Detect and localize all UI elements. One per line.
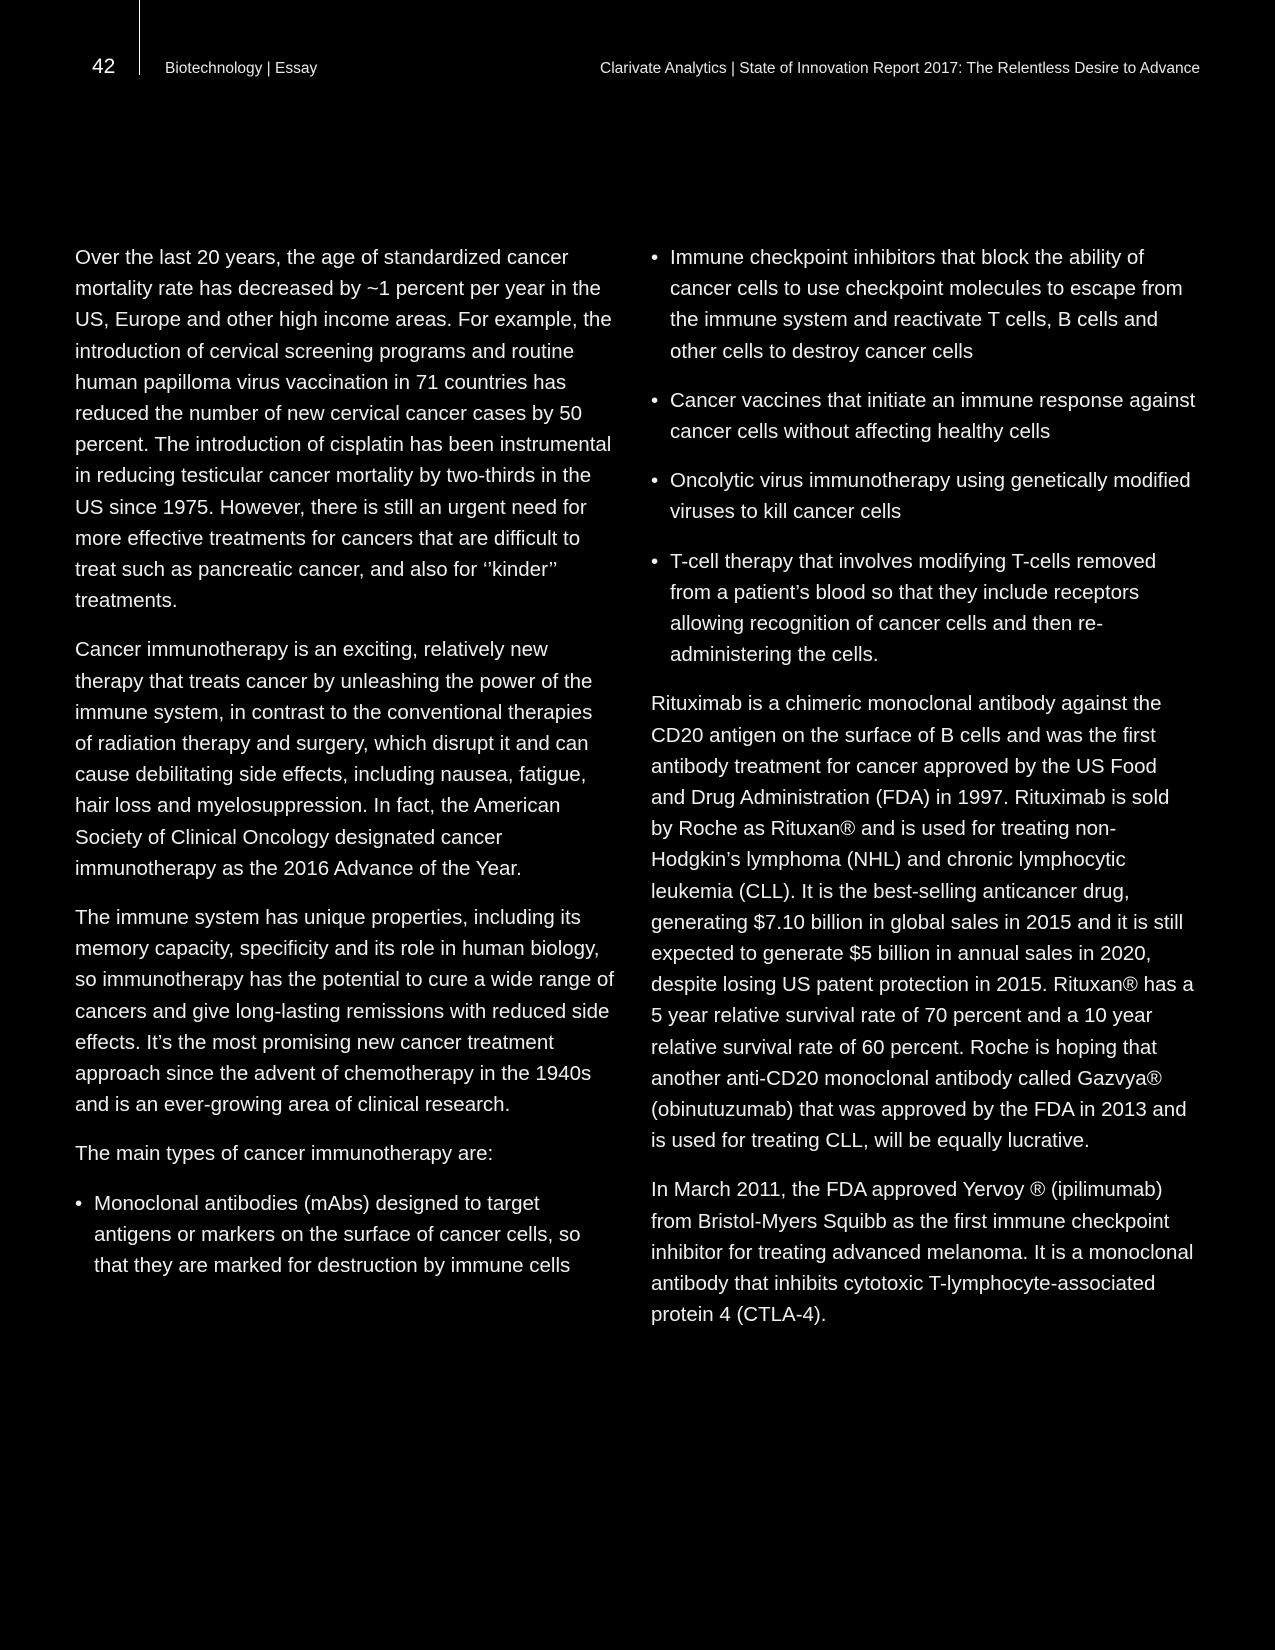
list-item-text: Oncolytic virus immunotherapy using genetically modified viruses to kill cancer cells: [670, 469, 1191, 524]
report-title: Clarivate Analytics | State of Innovation Report 2017: The Relentless Desire to Advance: [600, 60, 1200, 77]
paragraph-mortality-trends: Over the last 20 years, the age of standardized cancer mortality rate has decreased by ~1 percent per year in the US, Europe and other high income areas. For example, the introduction of cervical screening programs and routine human papilloma virus vaccination in 71 countries has reduced the number of new cervical cancer cases by 50 percent. The introduction of cisplatin has been instrumental in reducing testicular cancer mortality by two-thirds in the US since 1975. However, there is still an urgent need for more effective treatments for cancers that are difficult to treat such as pancreatic cancer, and also for ‘’kinder’’ treatments.: [75, 246, 612, 613]
list-item: [651, 465, 1196, 527]
paragraph-immune-system-properties: The immune system has unique properties, including its memory capacity, specificity and its role in human biology, so immunotherapy has the potential to cure a wide range of cancers and give long-lasting remissions with reduced side effects. It’s the most promising new cancer treatment approach since the advent of chemotherapy in the 1940s and is an ever-growing area of clinical research.: [75, 906, 615, 1117]
paragraph-yervoy: In March 2011, the FDA approved Yervoy ® (ipilimumab) from Bristol-Myers Squibb as the first immune checkpoint inhibitor for treating advanced melanoma. It is a monoclonal antibody that inhibits cytotoxic T-lymphocyte-associated protein 4 (CTLA-4).: [651, 1178, 1194, 1327]
header-divider: [139, 0, 140, 75]
immunotherapy-types-list-part2: [651, 242, 1196, 670]
paragraph-immunotherapy-intro: Cancer immunotherapy is an exciting, relatively new therapy that treats cancer by unleashing the power of the immune system, in contrast to the conventional therapies of radiation therapy and surgery, which disrupt it and can cause debilitating side effects, including nausea, fatigue, hair loss and myelosuppression. In fact, the American Society of Clinical Oncology designated cancer immunotherapy as the 2016 Advance of the Year.: [75, 638, 593, 880]
bullet-icon: •: [651, 469, 659, 493]
bullet-icon: •: [75, 1191, 83, 1215]
bullet-icon: •: [651, 246, 659, 269]
list-item-text: Cancer vaccines that initiate an immune response against cancer cells without affecting healthy cells: [670, 388, 1196, 444]
list-item: [651, 242, 1196, 367]
paragraph-types-intro: The main types of cancer immunotherapy are:: [75, 1142, 494, 1166]
list-item: [651, 546, 1196, 671]
section-label: Biotechnology | Essay: [165, 60, 318, 77]
list-item-text: Monoclonal antibodies (mAbs) designed to target antigens or markers on the surface of cancer cells, so that they are marked for destruction by immune cells: [94, 1191, 581, 1278]
list-item: [75, 1188, 615, 1282]
list-item-text: T-cell therapy that involves modifying T-cells removed from a patient’s blood so that they include receptors allowing recognition of cancer cells and then re-administering the cells.: [670, 549, 1157, 667]
bullet-icon: •: [651, 549, 659, 573]
page-number: 42: [92, 55, 116, 78]
right-column: [651, 242, 1196, 1349]
page-header: [0, 0, 1275, 90]
bullet-icon: •: [651, 388, 659, 412]
left-column: [75, 242, 615, 1299]
list-item-text: Immune checkpoint inhibitors that block the ability of cancer cells to use checkpoint molecules to escape from the immune system and reactivate T cells, B cells and other cells to destroy cancer cells: [670, 246, 1183, 363]
immunotherapy-types-list-part1: [75, 1188, 615, 1282]
list-item: [651, 385, 1196, 447]
paragraph-rituximab: Rituximab is a chimeric monoclonal antibody against the CD20 antigen on the surface of B cells and was the first antibody treatment for cancer approved by the US Food and Drug Administration (FDA) in 1997. Rituximab is sold by Roche as Rituxan® and is used for treating non-Hodgkin’s lymphoma (NHL) and chronic lymphocytic leukemia (CLL). It is the best-selling anticancer drug, generating $7.10 billion in global sales in 2015 and it is still expected to generate $5 billion in annual sales in 2020, despite losing US patent protection in 2015. Rituxan® has a 5 year relative survival rate of 70 percent and a 10 year relative survival rate of 60 percent. Roche is hoping that another anti-CD20 monoclonal antibody called Gazvya® (obinutuzumab) that was approved by the FDA in 2013 and is used for treating CLL, will be equally lucrative.: [651, 692, 1194, 1153]
